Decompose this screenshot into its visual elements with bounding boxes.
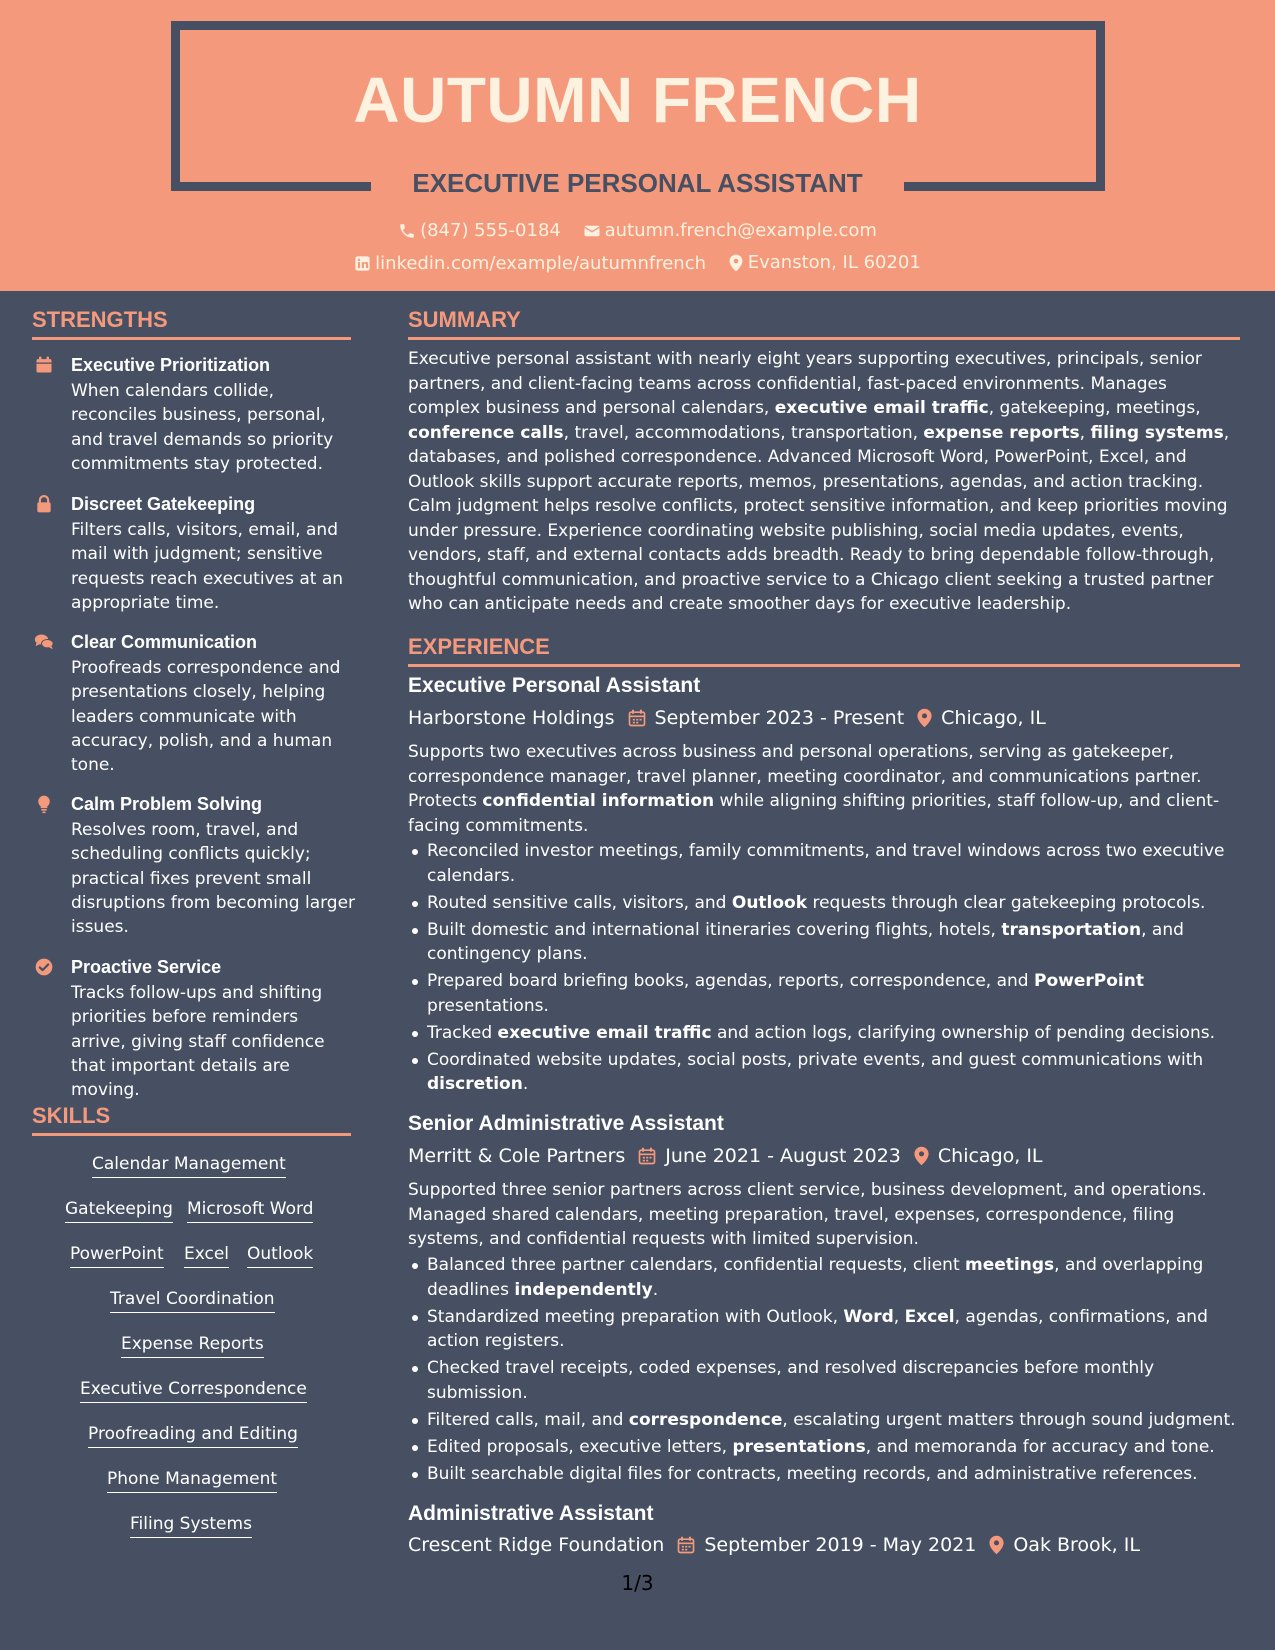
job-meta: [408, 1532, 1140, 1558]
bullet-item: Edited proposals, executive letters, presentations, and memoranda for accuracy and tone.: [408, 1435, 1243, 1460]
strength-title: Discreet Gatekeeping: [71, 494, 256, 514]
skill-tag: Gatekeeping: [65, 1198, 173, 1223]
lock-icon: [34, 494, 54, 514]
email-text: autumn.french@example.com: [604, 220, 877, 241]
experience-heading: EXPERIENCE: [408, 634, 550, 659]
map-pin-icon: [728, 254, 744, 272]
skill-tag: Executive Correspondence: [80, 1378, 307, 1403]
job-title: Administrative Assistant: [408, 1502, 654, 1525]
job-dates: June 2021 - August 2023: [665, 1145, 901, 1167]
check-circle-icon: [34, 957, 54, 977]
comments-icon: [34, 632, 54, 652]
bullet-item: Prepared board briefing books, agendas, reports, correspondence, and PowerPoint presentations.: [408, 969, 1243, 1018]
header-frame-top: [171, 21, 1105, 30]
job-location: Chicago, IL: [941, 707, 1046, 729]
bullet-item: Routed sensitive calls, visitors, and Outlook requests through clear gatekeeping protocols.: [408, 891, 1243, 916]
job-location: Oak Brook, IL: [1013, 1534, 1140, 1556]
summary-text: Executive personal assistant with nearly eight years supporting executives, principals, senior partners, and client-facing teams across confidential, fast-paced environments. Manages complex business and personal calendars, executive email traffic, gatekeeping, meetings, conference calls, travel, accommodations, transportation, expense reports, filing systems, databases, and polished correspondence. Advanced Microsoft Word, PowerPoint, Excel, and Outlook skills support accurate reports, memos, presentations, agendas, and action tracking. Calm judgment helps resolve conflicts, protect sensitive information, and keep priorities moving under pressure. Experience coordinating website publishing, social media updates, events, vendors, staff, and external contacts adds breadth. Ready to bring dependable follow-through, thoughtful communication, and proactive service to a Chicago client seeking a trusted partner who can anticipate needs and create smoother days for executive leadership.: [408, 349, 1230, 614]
resume-header: [0, 0, 1275, 291]
location-text: Evanston, IL 60201: [747, 252, 921, 273]
summary-rule: [408, 337, 1240, 340]
skill-tag: Outlook: [247, 1243, 313, 1268]
job-dates: September 2023 - Present: [654, 707, 905, 729]
job-company: Harborstone Holdings: [408, 707, 615, 729]
skill-tag: Travel Coordination: [110, 1288, 275, 1313]
bullet-item: Reconciled investor meetings, family commitments, and travel windows across two executive calendars.: [408, 839, 1243, 888]
map-pin-icon: [916, 708, 933, 728]
phone-contact: [398, 219, 561, 243]
candidate-title: EXECUTIVE PERSONAL ASSISTANT: [412, 168, 863, 198]
skill-tag: Phone Management: [107, 1468, 277, 1493]
contact-row-2: [0, 251, 1275, 279]
strengths-rule: [32, 337, 351, 340]
calendar-icon: [34, 355, 54, 375]
map-pin-icon: [913, 1146, 930, 1166]
bullet-item: Coordinated website updates, social posts, private events, and guest communications with discretion.: [408, 1048, 1243, 1097]
job-bullets: [408, 1253, 1243, 1489]
page-number: 1/3: [621, 1571, 654, 1595]
job-description: Supported three senior partners across client service, business development, and operations. Managed shared calendars, meeting preparation, travel, expenses, correspondence, filing systems, and confidential requests with limited supervision.: [408, 1180, 1207, 1249]
strengths-heading: STRENGTHS: [32, 307, 168, 332]
job-description: Supports two executives across business and personal operations, serving as gatekeeper, correspondence manager, travel planner, meeting coordinator, and communications partner. Protects confidential information while aligning shifting priorities, staff follow-up, and client-facing commitments.: [408, 742, 1220, 836]
bullet-item: Checked travel receipts, coded expenses, and resolved discrepancies before monthly submission.: [408, 1356, 1243, 1405]
calendar-icon: [676, 1535, 696, 1555]
map-pin-icon: [988, 1535, 1005, 1555]
job-title: Executive Personal Assistant: [408, 674, 701, 697]
strength-desc: Filters calls, visitors, email, and mail with judgment; sensitive requests reach executives at an appropriate time.: [71, 520, 344, 613]
bullet-item: Tracked executive email traffic and action logs, clarifying ownership of pending decisions.: [408, 1021, 1243, 1046]
skill-tag: Microsoft Word: [187, 1198, 313, 1223]
strength-title: Proactive Service: [71, 957, 222, 977]
skill-tag: Proofreading and Editing: [88, 1423, 298, 1448]
job-company: Crescent Ridge Foundation: [408, 1534, 665, 1556]
bullet-item: Built searchable digital files for contracts, meeting records, and administrative references.: [408, 1462, 1243, 1487]
experience-rule: [408, 664, 1240, 667]
strength-title: Calm Problem Solving: [71, 794, 263, 814]
contact-row-1: [0, 219, 1275, 247]
candidate-name: AUTUMN FRENCH: [353, 64, 922, 136]
skill-tag: Calendar Management: [92, 1153, 286, 1178]
calendar-icon: [637, 1146, 657, 1166]
strength-desc: When calendars collide, reconciles business, personal, and travel demands so priority commitments stay protected.: [71, 381, 334, 474]
strength-desc: Tracks follow-ups and shifting priorities before reminders arrive, giving staff confidence that important details are moving.: [71, 983, 325, 1101]
skill-tag: Expense Reports: [121, 1333, 264, 1358]
job-company: Merritt & Cole Partners: [408, 1145, 626, 1167]
bullet-item: Standardized meeting preparation with Outlook, Word, Excel, agendas, confirmations, and action registers.: [408, 1305, 1243, 1354]
lightbulb-icon: [34, 794, 54, 814]
bullet-item: Filtered calls, mail, and correspondence, escalating urgent matters through sound judgment.: [408, 1408, 1243, 1433]
job-meta: [408, 1143, 1043, 1169]
linkedin-text: linkedin.com/example/autumnfrench: [375, 252, 707, 274]
job-bullets: [408, 839, 1243, 1099]
calendar-icon: [627, 708, 647, 728]
phone-text: (847) 555-0184: [420, 220, 561, 241]
summary-heading: SUMMARY: [408, 307, 521, 332]
skill-tag: Filing Systems: [130, 1513, 252, 1538]
linkedin-icon: [354, 255, 371, 272]
job-title: Senior Administrative Assistant: [408, 1112, 724, 1135]
strength-title: Executive Prioritization: [71, 355, 271, 375]
email-contact[interactable]: [583, 219, 877, 243]
phone-icon: [398, 222, 416, 240]
location-contact: [728, 251, 921, 275]
skill-tag: Excel: [184, 1243, 229, 1268]
job-location: Chicago, IL: [937, 1145, 1043, 1167]
job-meta: [408, 705, 1046, 731]
bullet-item: Balanced three partner calendars, confidential requests, client meetings, and overlapping deadlines independently.: [408, 1253, 1243, 1302]
linkedin-contact[interactable]: [354, 252, 706, 276]
job-dates: September 2019 - May 2021: [704, 1534, 977, 1556]
skill-tag: PowerPoint: [70, 1243, 164, 1268]
bullet-item: Built domestic and international itineraries covering flights, hotels, transportation, and contingency plans.: [408, 918, 1243, 967]
strength-title: Clear Communication: [71, 632, 258, 652]
envelope-icon: [583, 222, 601, 240]
strength-desc: Resolves room, travel, and scheduling conflicts quickly; practical fixes prevent small disruptions from becoming larger issues.: [71, 820, 356, 938]
strength-desc: Proofreads correspondence and presentations closely, helping leaders communicate with accuracy, polish, and a human tone.: [71, 658, 341, 776]
skills-heading: SKILLS: [32, 1103, 111, 1128]
skills-rule: [32, 1133, 351, 1136]
